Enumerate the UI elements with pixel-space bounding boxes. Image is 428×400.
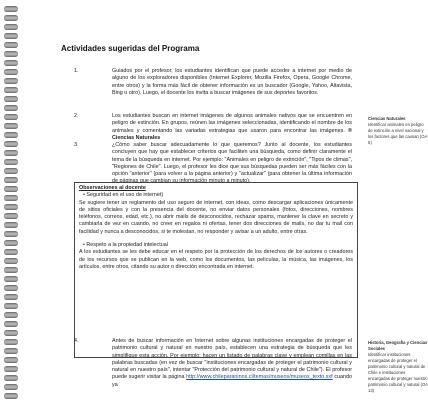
binding-ring	[4, 285, 18, 291]
side-note-text: Identificar instituciones encargadas de proteger el patrimonio cultural y natural de Chile e instituciones encargadas de proteger nuestro patrimonio cultural y natural (OA 13)	[368, 352, 428, 393]
binding-ring	[4, 204, 18, 210]
binding-ring	[4, 69, 18, 75]
museum-link[interactable]: http://www.chileparaninos.cl/temas/museos/museos_texto.sxf	[186, 374, 333, 381]
binding-ring	[4, 78, 18, 84]
item-text	[112, 338, 352, 389]
item-text	[112, 113, 352, 142]
observation-text: A los estudiantes se les debe educar en el respeto por la protección de los derechos de los autores o creadores de los recursos que se publican en la web, como los documentos, las películas, la música, las imágenes, los artículos, entre otros, citando su autor o dirección encontrada en internet.	[79, 249, 353, 270]
binding-ring	[4, 96, 18, 102]
binding-ring	[4, 60, 18, 66]
binding-ring	[4, 222, 18, 228]
side-note-heading: Ciencias Naturales	[368, 116, 406, 121]
side-note	[368, 116, 428, 146]
binding-ring	[4, 42, 18, 48]
binding-ring	[4, 213, 18, 219]
binding-ring	[4, 339, 18, 345]
item-number: 1.	[74, 68, 79, 74]
binding-ring	[4, 321, 18, 327]
item-text-body: Los estudiantes buscan en internet imágenes de algunos animales nativos que se encuentren en peligro de extinción. En grupos, reúnen las imágenes seleccionadas, identificando el nombre de los animales y comentando las variadas estrategias que usaron para encontrar las imágenes.	[112, 113, 352, 134]
side-note	[368, 340, 428, 394]
binding-ring	[4, 114, 18, 120]
binding-ring	[4, 141, 18, 147]
binding-ring	[4, 132, 18, 138]
document-page	[38, 0, 428, 400]
binding-ring	[4, 393, 18, 399]
binding-ring	[4, 195, 18, 201]
item-text-body: Antes de buscar información en Internet sobre algunas instituciones encargadas de proteger el patrimonio cultural y natural en nuestro país, establecen una estrategia de búsqueda que les simplifique esta acción. Por ejemplo: hacen un listado de palabras clave y emplean comillas en las palabras buscadas (en vez de buscar "instituciones encargadas de proteger el patrimonio cultural y natural en nuestro país", intentar "Protección del patrimonio cultural y natural de Chile"). El profesor puede sugerir visitar la página	[112, 338, 352, 381]
binding-ring	[4, 312, 18, 318]
item-text-tail: cuando ya	[112, 374, 353, 388]
binding-ring	[4, 123, 18, 129]
item-number: 2.	[74, 113, 79, 119]
binding-ring	[4, 294, 18, 300]
observation-title: • Seguridad en el uso de internet)	[83, 192, 164, 199]
binding-ring	[4, 177, 18, 183]
binding-ring	[4, 267, 18, 273]
binding-ring	[4, 159, 18, 165]
binding-ring	[4, 240, 18, 246]
binding-ring	[4, 276, 18, 282]
binding-ring	[4, 303, 18, 309]
subject-tag: ® Ciencias Naturales	[112, 127, 352, 141]
binding-ring	[4, 375, 18, 381]
binding-ring	[4, 105, 18, 111]
binding-ring	[4, 366, 18, 372]
binding-ring	[4, 87, 18, 93]
observation-text: Se sugiere tener un reglamento del uso seguro de internet, con ideas, como descargar aplicaciones únicamente de sitios oficiales y con la presencia del docente, no enviar datos personales (fotos, direcciones, nombres teléfonos, correos, edad, etc.), no abrir mails de desconocidos, rechazar spams, mantener la clave en secreto y cambiarla de vez en cuando, no creer en regalos ni ofertas, tener dos direcciones de mails, no dar tu mail con facilidad y nunca a desconocidos, si te molestan, no responder y avisar a un adulto, entre otras.	[79, 199, 353, 235]
binding-ring	[4, 258, 18, 264]
binding-ring	[4, 384, 18, 390]
binding-ring	[4, 15, 18, 21]
binding-ring	[4, 150, 18, 156]
page-title: Actividades sugeridas del Programa	[61, 44, 200, 53]
binding-ring	[4, 348, 18, 354]
observations-heading: Observaciones al docente	[79, 185, 146, 191]
observations-box	[74, 182, 358, 358]
item-number: 3.	[74, 142, 79, 148]
observation-title: • Respeto a la propiedad intelectual	[83, 242, 168, 249]
side-note-text: Identificar animales en peligro de extinción a nivel nacional y los factores que las causan (OA 5)	[368, 122, 428, 145]
binding-ring	[4, 231, 18, 237]
spiral-binding	[0, 0, 22, 400]
binding-ring	[4, 33, 18, 39]
binding-ring	[4, 6, 18, 12]
binding-ring	[4, 24, 18, 30]
binding-ring	[4, 51, 18, 57]
side-note-heading: Historia, Geografía y Ciencias Sociales	[368, 340, 428, 351]
binding-ring	[4, 330, 18, 336]
item-number: 4.	[74, 338, 79, 344]
item-text: Guiados por el profesor, los estudiantes identifican que puede acceder a internet por medio de alguno de los exploradores disponibles (Internet Explorer, Mozilla Firefox, Opera, Google Chrome, entre otros) y la forma más fácil de obtener información es un buscador (Google, Yahoo, Altavista, Bing u otro). Luego, el docente los invita a buscar imágenes de sus deportes favoritos.	[112, 68, 352, 96]
binding-ring	[4, 168, 18, 174]
item-text: ¿Cómo saber buscar adecuadamente lo que queremos? Junto al docente, los estudiantes concluyen que hay que establecer criterios que faciliten una búsqueda, como definir claramente el tema de la búsqueda en internet. Por ejemplo: "Animales en peligro de extinción", "Tipos de climas", "Regiones de Chile". Luego, el profesor les dice que sus búsquedas pueden ser más fáciles con la opción "anterior" (para volver a la página anterior) y "actualizar" (para obtener la última información de páginas que cambian su información minuto a minuto).	[112, 142, 352, 185]
binding-ring	[4, 357, 18, 363]
binding-ring	[4, 186, 18, 192]
binding-ring	[4, 249, 18, 255]
